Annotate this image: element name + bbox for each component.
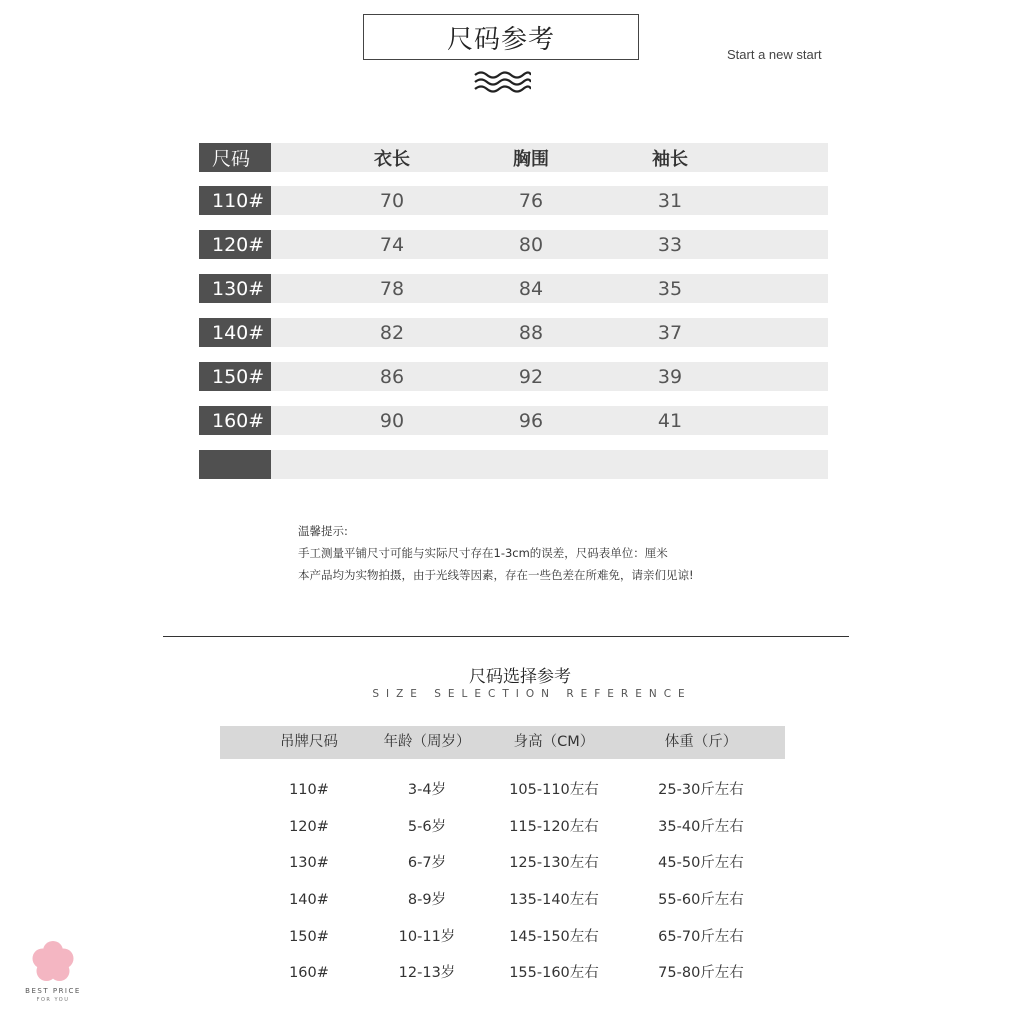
size-label: 150# <box>199 362 271 391</box>
age-cell: 10-11岁 <box>398 929 456 945</box>
chest-cell: 92 <box>518 365 544 388</box>
size-label: 160# <box>199 406 271 435</box>
tag-cell: 130# <box>289 855 329 871</box>
notes-title: 温馨提示: <box>298 524 348 538</box>
table-row <box>199 406 828 435</box>
sleeve-cell: 35 <box>657 277 683 300</box>
tag-cell: 160# <box>289 965 329 981</box>
weight-cell: 45-50斤左右 <box>658 855 744 871</box>
table-row <box>220 962 785 984</box>
tag-cell: 110# <box>289 782 329 798</box>
table-row <box>220 779 785 801</box>
height-cell: 115-120左右 <box>509 819 599 835</box>
height-cell: 145-150左右 <box>509 929 599 945</box>
height-cell: 135-140左右 <box>509 892 599 908</box>
age-cell: 5-6岁 <box>407 819 447 835</box>
size-label: 130# <box>199 274 271 303</box>
header-chest: 胸围 <box>513 148 549 170</box>
sleeve-cell: 31 <box>657 189 683 212</box>
tag-cell: 120# <box>289 819 329 835</box>
sleeve-cell: 33 <box>657 233 683 256</box>
sleeve-cell: 41 <box>657 409 683 432</box>
age-cell: 3-4岁 <box>407 782 447 798</box>
tag-cell: 140# <box>289 892 329 908</box>
notes-line: 本产品均为实物拍摄，由于光线等因素，存在一些色差在所难免，请亲们见谅! <box>298 568 694 582</box>
table-row-empty <box>199 450 828 479</box>
table-row <box>220 816 785 838</box>
header-sleeve: 袖长 <box>652 148 688 170</box>
table-row <box>199 274 828 303</box>
length-cell: 70 <box>379 189 405 212</box>
selection-title: 尺码选择参考 <box>469 667 571 687</box>
length-cell: 82 <box>379 321 405 344</box>
size-label: 110# <box>199 186 271 215</box>
size-table-header <box>199 143 828 172</box>
header-tag-size: 吊牌尺码 <box>280 734 338 750</box>
length-cell: 78 <box>379 277 405 300</box>
height-cell: 155-160左右 <box>509 965 599 981</box>
height-cell: 125-130左右 <box>509 855 599 871</box>
divider <box>163 636 849 637</box>
sleeve-cell: 37 <box>657 321 683 344</box>
flower-icon <box>31 940 75 984</box>
header-length: 衣长 <box>374 148 410 170</box>
table-row <box>199 362 828 391</box>
header-age: 年龄（周岁） <box>383 734 471 750</box>
chest-cell: 76 <box>518 189 544 212</box>
notes-line: 手工测量平铺尺寸可能与实际尺寸存在1-3cm的误差，尺码表单位：厘米 <box>298 546 668 560</box>
selection-table-header <box>220 726 785 759</box>
table-row <box>220 889 785 911</box>
weight-cell: 35-40斤左右 <box>658 819 744 835</box>
table-row <box>199 186 828 215</box>
table-row <box>199 318 828 347</box>
header-height: 身高（CM） <box>513 734 595 750</box>
age-cell: 12-13岁 <box>398 965 456 981</box>
age-cell: 8-9岁 <box>407 892 447 908</box>
table-row <box>199 230 828 259</box>
age-cell: 6-7岁 <box>407 855 447 871</box>
weight-cell: 75-80斤左右 <box>658 965 744 981</box>
tagline: Start a new start <box>727 47 822 62</box>
weight-cell: 65-70斤左右 <box>658 929 744 945</box>
size-label: 140# <box>199 318 271 347</box>
chest-cell: 80 <box>518 233 544 256</box>
page-title: 尺码参考 <box>363 14 639 60</box>
chest-cell: 96 <box>518 409 544 432</box>
size-label <box>199 450 271 479</box>
logo-subtext: FOR YOU <box>36 997 70 1003</box>
header-size: 尺码 <box>199 143 271 172</box>
height-cell: 105-110左右 <box>509 782 599 798</box>
chest-cell: 88 <box>518 321 544 344</box>
weight-cell: 55-60斤左右 <box>658 892 744 908</box>
chest-cell: 84 <box>518 277 544 300</box>
size-label: 120# <box>199 230 271 259</box>
notes <box>298 522 694 588</box>
length-cell: 86 <box>379 365 405 388</box>
table-row <box>220 926 785 948</box>
weight-cell: 25-30斤左右 <box>658 782 744 798</box>
sleeve-cell: 39 <box>657 365 683 388</box>
tag-cell: 150# <box>289 929 329 945</box>
header-weight: 体重（斤） <box>664 734 738 750</box>
table-row <box>220 852 785 874</box>
length-cell: 74 <box>379 233 405 256</box>
wave-icon <box>473 70 531 94</box>
selection-subtitle: SIZE SELECTION REFERENCE <box>372 688 692 700</box>
brand-logo <box>22 940 84 1010</box>
logo-text: BEST PRICE <box>25 987 81 995</box>
length-cell: 90 <box>379 409 405 432</box>
